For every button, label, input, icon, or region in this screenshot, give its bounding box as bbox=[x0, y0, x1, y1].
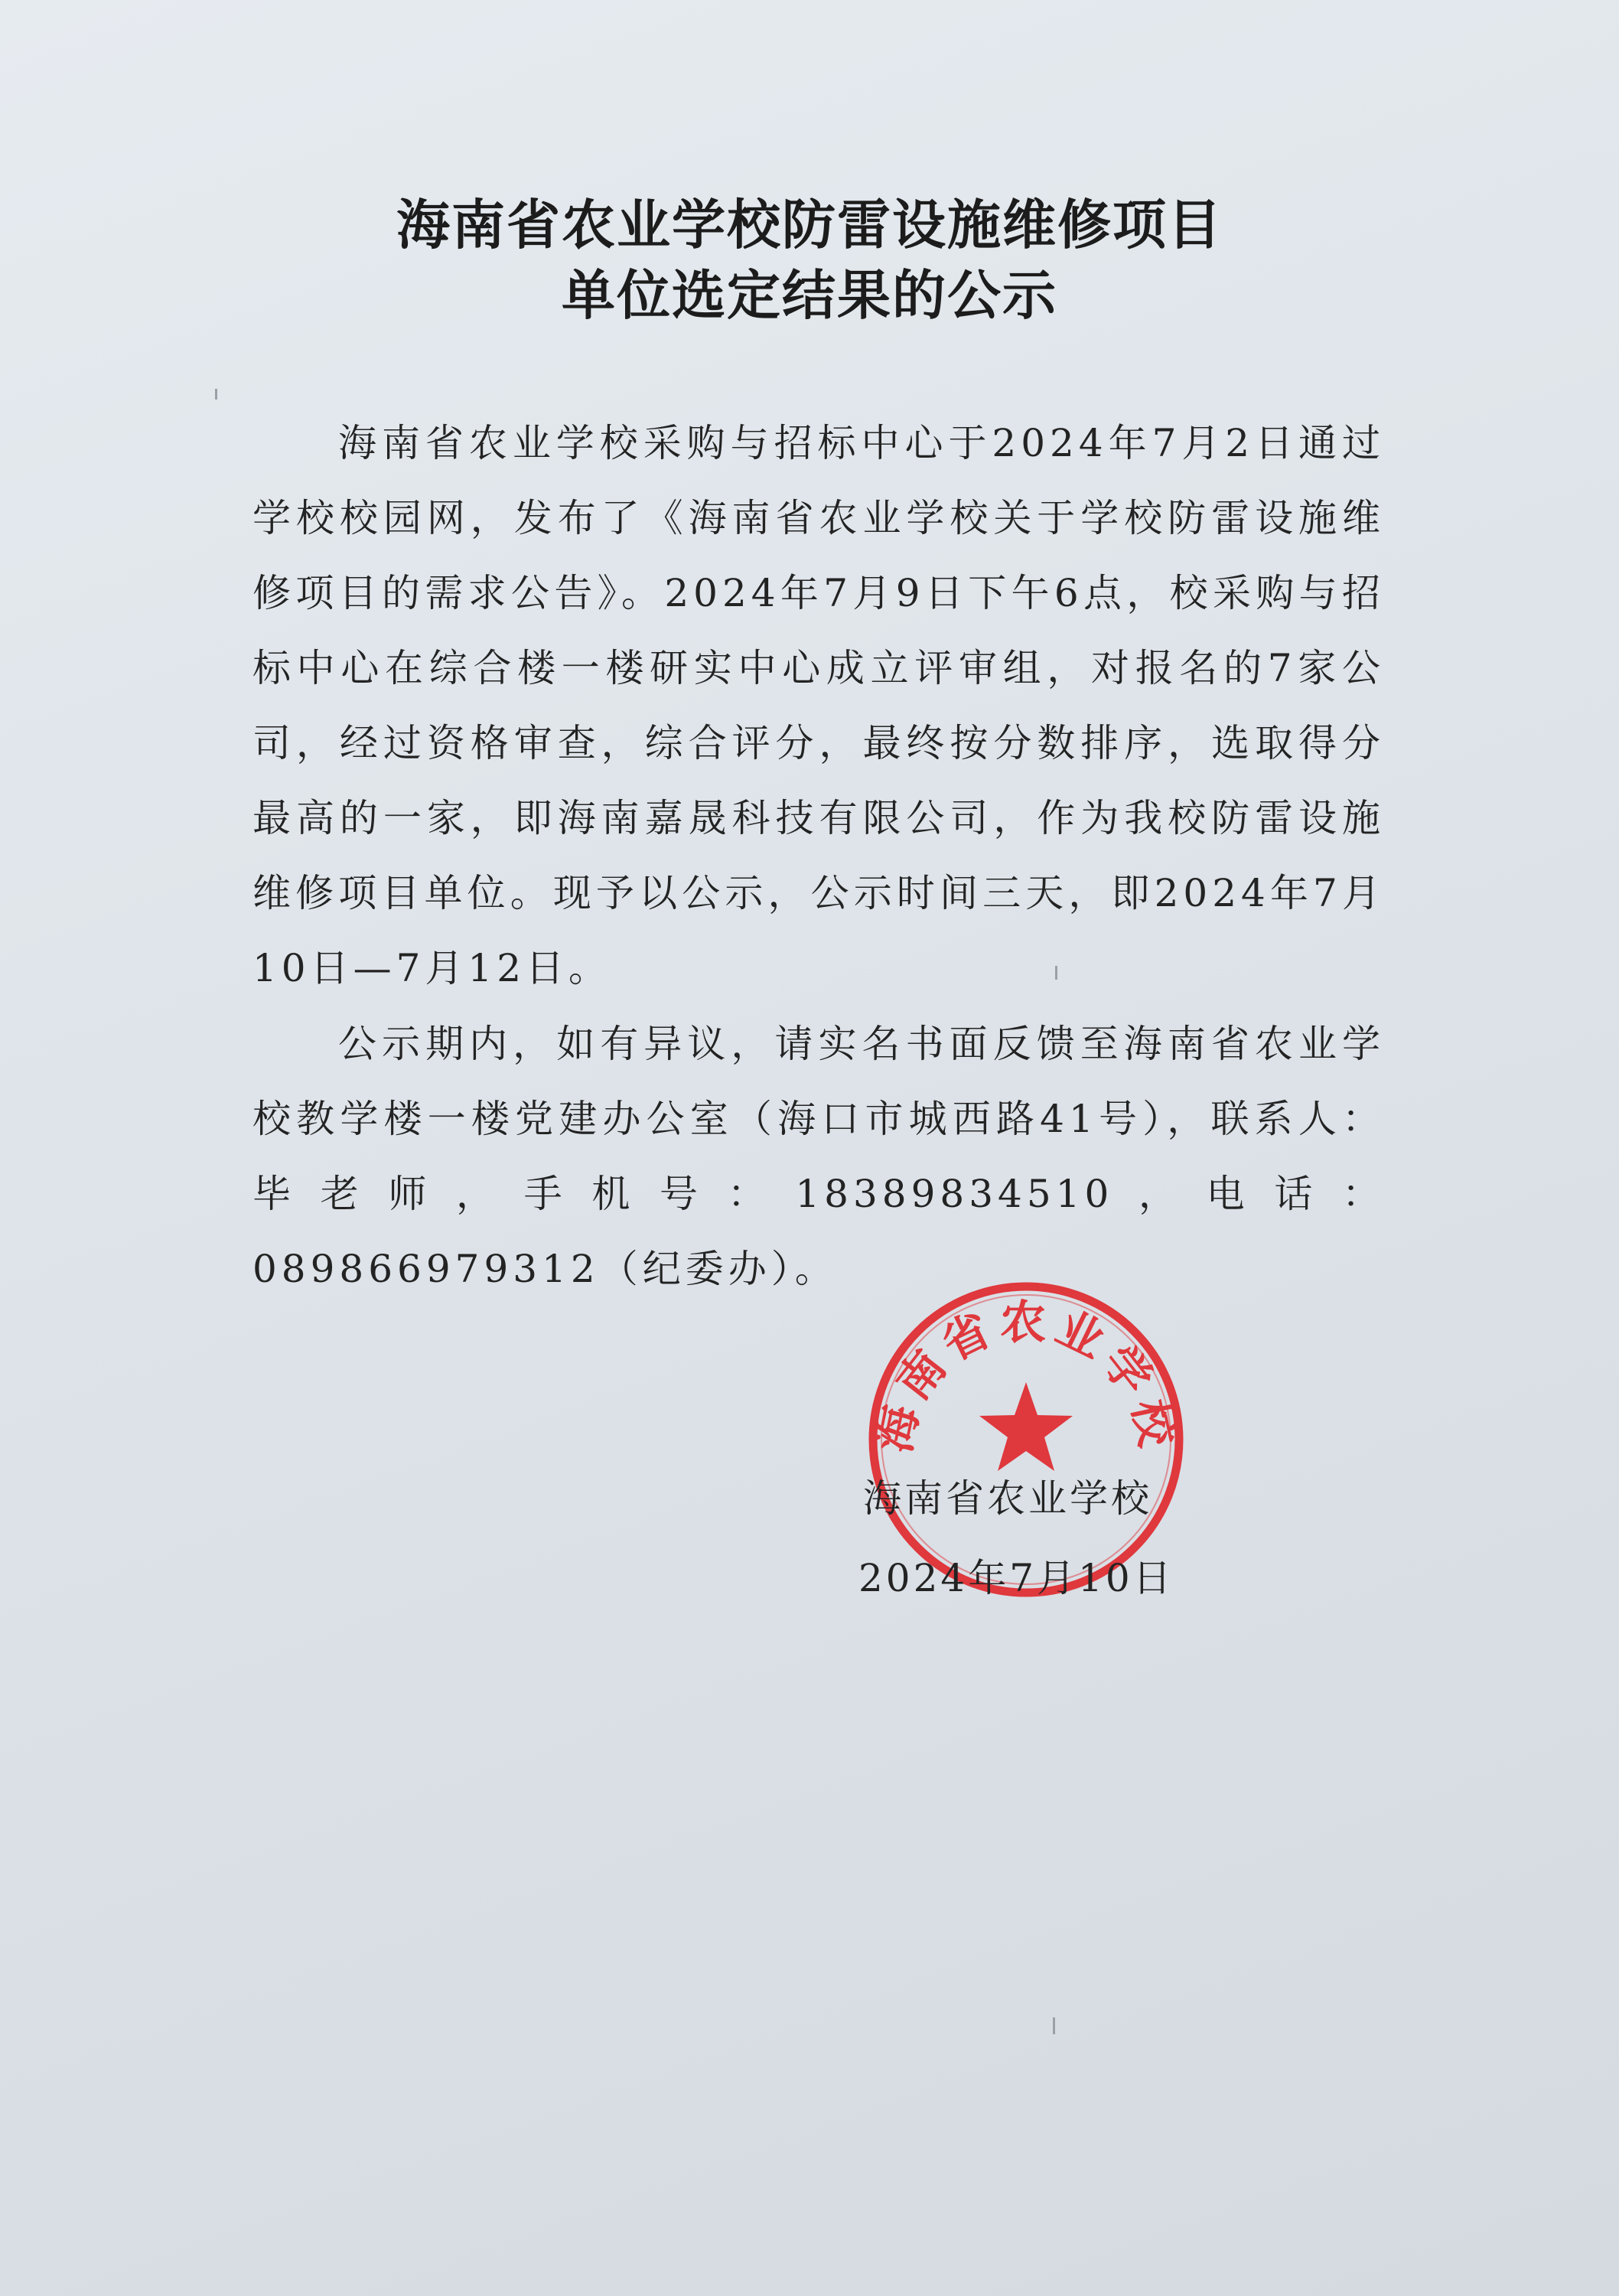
paper-speck bbox=[1053, 2017, 1055, 2034]
paper-speck bbox=[215, 389, 217, 400]
seal-star-icon bbox=[979, 1382, 1073, 1471]
signature-date: 2024年7月10日 bbox=[858, 1556, 1174, 1600]
paragraph-objection-contact: 公示期内，如有异议，请实名书面反馈至海南省农业学校教学楼一楼党建办公室（海口市城西路41号），联系人：毕老师，手机号：18389834510，电话：089866979312（纪委办）。 bbox=[252, 1022, 1385, 1291]
paragraph-announcement: 海南省农业学校采购与招标中心于2024年7月2日通过学校校园网，发布了《海南省农业学校关于学校防雷设施维修项目的需求公告》。2024年7月9日下午6点，校采购与招标中心在综合楼一楼研实中心成立评审组，对报名的7家公司，经过资格审查，综合评分，最终按分数排序，选取得分最高的一家，即海南嘉晟科技有限公司，作为我校防雷设施维修项目单位。现予以公示，公示时间三天，即2024年7月10日—7月12日。 bbox=[252, 421, 1385, 990]
document-title-line-1: 海南省农业学校防雷设施维修项目 bbox=[396, 194, 1223, 256]
seal-text: 海南省农业学校 bbox=[867, 1296, 1185, 1457]
paper-speck bbox=[1055, 966, 1057, 980]
document-title-line-2: 单位选定结果的公示 bbox=[562, 264, 1057, 327]
signature-organization: 海南省农业学校 bbox=[863, 1476, 1152, 1521]
